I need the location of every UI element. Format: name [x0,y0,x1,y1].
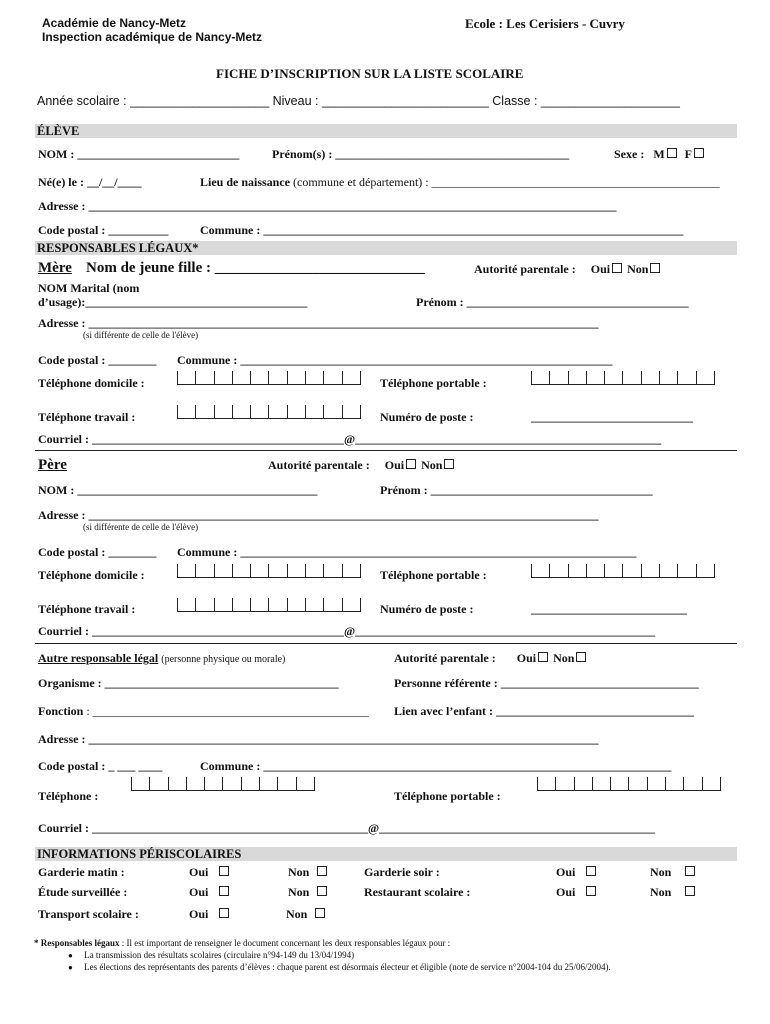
mere-nom-jeune-fille-field[interactable]: Nom de jeune fille : ____________________________ [86,260,425,276]
footer-note-text: : Il est important de renseigner le document concernant les deux responsables légaux pour : [119,938,451,948]
lieu-naissance-hint: (commune et département) : [293,175,429,189]
sexe-m-checkbox[interactable] [667,148,677,158]
restaurant-oui[interactable]: Oui [556,885,598,900]
pere-adresse-hint: (si différente de celle de l'élève) [83,522,199,532]
mere-commune-field[interactable]: Commune : ______________________________________________________________ [177,353,613,367]
autre-autorite-non-checkbox[interactable] [576,652,586,662]
garderie-matin-non-checkbox[interactable] [317,866,327,876]
autre-organisme-field[interactable]: Organisme : _______________________________________ [38,676,339,690]
lieu-naissance-label: Lieu de naissance [200,175,291,189]
garderie-matin-non[interactable]: Non [288,865,329,880]
pere-tel-domicile-input[interactable] [177,564,361,578]
inspection-label: Inspection académique de Nancy-Metz [42,30,263,44]
restaurant-oui-checkbox[interactable] [586,886,596,896]
mere-tel-portable-label: Téléphone portable : [380,376,487,390]
transport-oui-checkbox[interactable] [219,908,229,918]
fonction-label: Fonction [38,704,84,718]
pere-tel-portable-input[interactable] [531,564,715,578]
non-label: Non [627,262,649,276]
autre-tel-label: Téléphone : [38,789,99,803]
divider [35,450,737,451]
footer-note-label: * Responsables légaux [34,938,120,948]
transport-label: Transport scolaire : [38,907,139,921]
pere-tel-travail-input[interactable] [177,598,361,612]
mere-poste-field[interactable]: ___________________________ [531,410,693,424]
mere-autorite-non-checkbox[interactable] [650,263,660,273]
autre-autorite [394,651,588,666]
restaurant-non-checkbox[interactable] [685,886,695,896]
sexe-m-label: M [653,147,665,161]
oui-label: Oui [590,262,611,276]
pere-poste-label: Numéro de poste : [380,602,474,616]
etude-label: Étude surveillée : [38,885,128,899]
oui-label: Oui [516,651,537,665]
footer-bullet-1-text: La transmission des résultats scolaires (circulaire n°94-149 du 13/04/1994) [84,950,355,960]
eleve-code-postal-field[interactable]: Code postal : __________ [38,223,169,237]
divider [35,643,737,644]
autre-fonction-field[interactable] [38,704,369,719]
mere-tel-domicile-label: Téléphone domicile : [38,376,145,390]
mere-nom-marital-field[interactable]: d’usage):_____________________________________ [38,295,308,309]
garderie-soir-oui[interactable]: Oui [556,865,598,880]
autre-commune-field[interactable]: Commune : ____________________________________________________________________ [200,759,672,773]
eleve-adresse-field[interactable]: Adresse : ________________________________________________________________________________________ [38,199,617,213]
autorite-label: Autorité parentale : [474,262,576,276]
autorite-label: Autorité parentale : [394,651,496,665]
autre-courriel-field[interactable]: Courriel : ______________________________________________@______________________________________________ [38,821,656,835]
mere-autorite [474,262,662,277]
garderie-soir-label: Garderie soir : [364,865,440,879]
sexe-label: Sexe : [614,147,645,161]
mere-adresse-hint: (si différente de celle de l'élève) [83,330,199,340]
autre-hint: (personne physique ou morale) [161,654,286,665]
mere-autorite-oui-checkbox[interactable] [612,263,622,273]
restaurant-non[interactable]: Non [650,885,697,900]
pere-autorite [268,458,456,473]
pere-autorite-oui-checkbox[interactable] [406,459,416,469]
garderie-soir-oui-checkbox[interactable] [586,866,596,876]
autre-tel-portable-input[interactable] [537,777,721,791]
footer-note [34,938,450,948]
academie-label: Académie de Nancy-Metz [42,16,187,30]
mere-tel-travail-label: Téléphone travail : [38,410,136,424]
mere-title: Mère [38,260,72,276]
sexe-f-checkbox[interactable] [694,148,704,158]
etude-oui[interactable]: Oui [189,885,231,900]
pere-courriel-field[interactable]: Courriel : __________________________________________@__________________________________________________ [38,624,656,638]
ecole-label: Ecole : Les Cerisiers - Cuvry [465,16,625,31]
eleve-date-naissance-field[interactable]: Né(e) le : __/__/____ [38,175,142,189]
garderie-soir-non-checkbox[interactable] [685,866,695,876]
garderie-soir-non[interactable]: Non [650,865,697,880]
lieu-naissance-line[interactable]: ________________________________________________ [431,175,720,189]
pere-nom-field[interactable]: NOM : ________________________________________ [38,483,318,497]
sexe-f-label: F [684,147,692,161]
pere-tel-domicile-label: Téléphone domicile : [38,568,145,582]
autre-lien-field[interactable]: Lien avec l’enfant : _________________________________ [394,704,694,718]
etude-non-checkbox[interactable] [317,886,327,896]
non-label: Non [421,458,443,472]
footer-bullet-1: ● La transmission des résultats scolaires (circulaire n°94-149 du 13/04/1994) [68,950,355,960]
autre-adresse-field[interactable]: Adresse : _____________________________________________________________________________________ [38,732,599,746]
eleve-nom-field[interactable]: NOM : ___________________________ [38,147,240,161]
transport-oui[interactable]: Oui [189,907,231,922]
pere-poste-field[interactable]: __________________________ [531,602,687,616]
mere-courriel-field[interactable]: Courriel : __________________________________________@___________________________________________________ [38,432,662,446]
non-label: Non [553,651,575,665]
autorite-label: Autorité parentale : [268,458,370,472]
autre-autorite-oui-checkbox[interactable] [538,652,548,662]
footer-bullet-2: ● Les élections des représentants des parents d’élèves : chaque parent est désormais électeur et éligible (note de service n°2004-104 du 25/06/2004). [68,962,611,972]
fonction-line[interactable]: : ______________________________________________ [86,704,369,718]
pere-tel-portable-label: Téléphone portable : [380,568,487,582]
pere-prenom-field[interactable]: Prénom : _____________________________________ [380,483,653,497]
autre-tel-input[interactable] [131,777,315,791]
garderie-matin-label: Garderie matin : [38,865,125,879]
garderie-matin-oui-checkbox[interactable] [219,866,229,876]
autre-title [38,651,285,666]
autre-tel-portable-label: Téléphone portable : [394,789,501,803]
eleve-lieu-naissance[interactable] [200,175,720,190]
pere-code-postal-field[interactable]: Code postal : ________ [38,545,157,559]
mere-tel-domicile-input[interactable] [177,371,361,385]
footer-bullet-2-text: Les élections des représentants des parents d’élèves : chaque parent est désormais électeur et éligible (note de service n°2004-104 du 25/06/2004). [84,962,611,972]
etude-oui-checkbox[interactable] [219,886,229,896]
eleve-sexe [614,147,706,162]
mere-nom-marital-label-1: NOM Marital (nom [38,281,140,295]
pere-title: Père [38,457,67,473]
section-periscolaire: INFORMATIONS PÉRISCOLAIRES [35,847,737,861]
page-title: FICHE D’INSCRIPTION SUR LA LISTE SCOLAIRE [216,66,524,81]
annee-niveau-classe-line[interactable]: Année scolaire : ____________________ Niveau : ________________________ Classe : ____________________ [37,94,680,108]
autre-title-label: Autre responsable légal [38,651,159,665]
mere-poste-label: Numéro de poste : [380,410,474,424]
mere-adresse-field[interactable]: Adresse : _____________________________________________________________________________________ [38,316,599,330]
pere-autorite-non-checkbox[interactable] [444,459,454,469]
mere-code-postal-field[interactable]: Code postal : ________ [38,353,157,367]
etude-non[interactable]: Non [288,885,329,900]
pere-tel-travail-label: Téléphone travail : [38,602,136,616]
eleve-prenom-field[interactable]: Prénom(s) : _______________________________________ [272,147,570,161]
pere-adresse-field[interactable]: Adresse : _____________________________________________________________________________________ [38,508,599,522]
section-responsables: RESPONSABLES LÉGAUX* [35,241,737,255]
pere-commune-field[interactable]: Commune : __________________________________________________________________ [177,545,637,559]
transport-non[interactable]: Non [286,907,327,922]
restaurant-label: Restaurant scolaire : [364,885,471,899]
oui-label: Oui [384,458,405,472]
mere-tel-portable-input[interactable] [531,371,715,385]
mere-tel-travail-input[interactable] [177,405,361,419]
autre-personne-referente-field[interactable]: Personne référente : _________________________________ [394,676,699,690]
transport-non-checkbox[interactable] [315,908,325,918]
eleve-commune-field[interactable]: Commune : ______________________________________________________________________ [200,223,684,237]
autre-code-postal-field[interactable]: Code postal : _ ___ ____ [38,759,163,773]
mere-prenom-field[interactable]: Prénom : _____________________________________ [416,295,689,309]
section-eleve: ÉLÈVE [35,124,737,138]
garderie-matin-oui[interactable]: Oui [189,865,231,880]
